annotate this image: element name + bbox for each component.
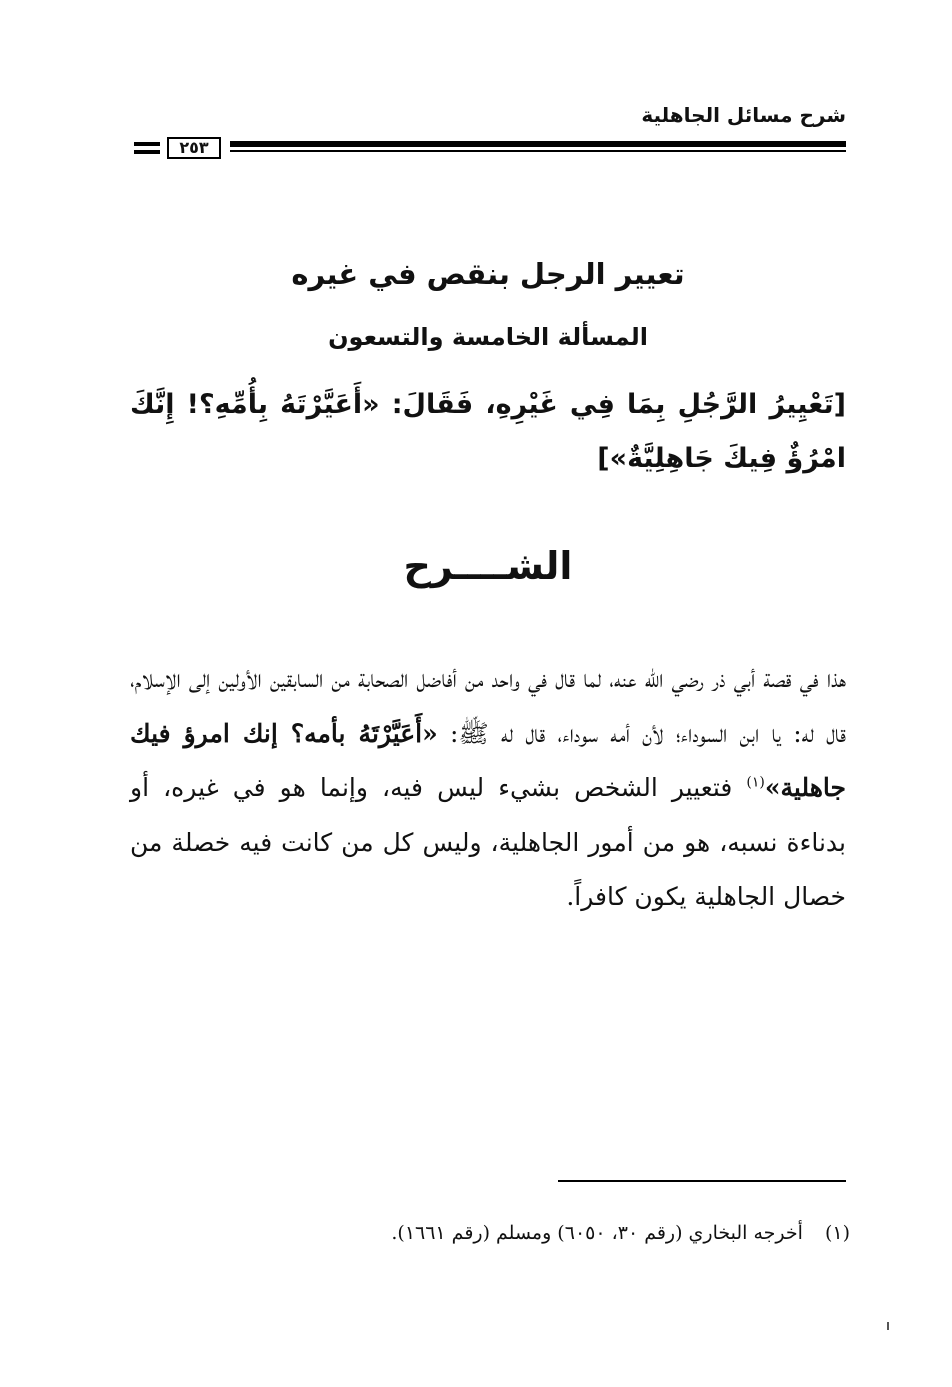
hadith-quote: «أَعَيَّرْتَهُ بأمه؟ إنك امرؤ فيك جاهلية» [130, 718, 846, 802]
section-subtitle: المسألة الخامسة والتسعون [328, 323, 648, 351]
footnote-text: أخرجه البخاري (رقم ٣٠، ٦٠٥٠) ومسلم (رقم ١٦٦١). [391, 1222, 803, 1244]
page-number: ٢٥٣ [167, 137, 221, 159]
commentary-paragraph [130, 652, 846, 925]
matn-text: [تَعْيِيرُ الرَّجُلِ بِمَا فِي غَيْرِهِ، فَقَالَ: «أَعَيَّرْتَهُ بِأُمِّهِ؟! إِنَّكَ امْرُؤٌ فِيكَ جَاهِلِيَّةٌ»] [130, 389, 846, 474]
commentary-heading: الشــــرح [403, 544, 573, 588]
header-rule-thick [230, 141, 846, 147]
section-title: تعيير الرجل بنقص في غيره [291, 257, 685, 291]
running-header: شرح مسائل الجاهلية [641, 103, 846, 127]
header-rule-thin [230, 150, 846, 152]
header-rule-left-bottom [134, 150, 160, 154]
commentary-text-before-quote: هذا في قصة أبي ذر رضي الله عنه، لما قال في واحد من أفاضل الصحابة من السابقين الأولين إلى الإسلام، قال له: يا ابن السوداء؛ لأن أمه سوداء، قال له ﷺ: [130, 664, 846, 748]
page-edge-mark [887, 1322, 889, 1330]
footnote-separator [558, 1180, 846, 1182]
footnote-marker: (١) [824, 1222, 850, 1244]
commentary-text-after-quote: فتعيير الشخص بشيء ليس فيه، وإنما هو في غيره، أو بدناءة نسبه، هو من أمور الجاهلية، وليس كل من كانت فيه خصلة من خصال الجاهلية يكون كافراً. [130, 773, 846, 911]
header-rule-left-top [134, 142, 160, 146]
footnote-reference[interactable]: (١) [746, 774, 765, 791]
footnote [130, 1218, 850, 1248]
